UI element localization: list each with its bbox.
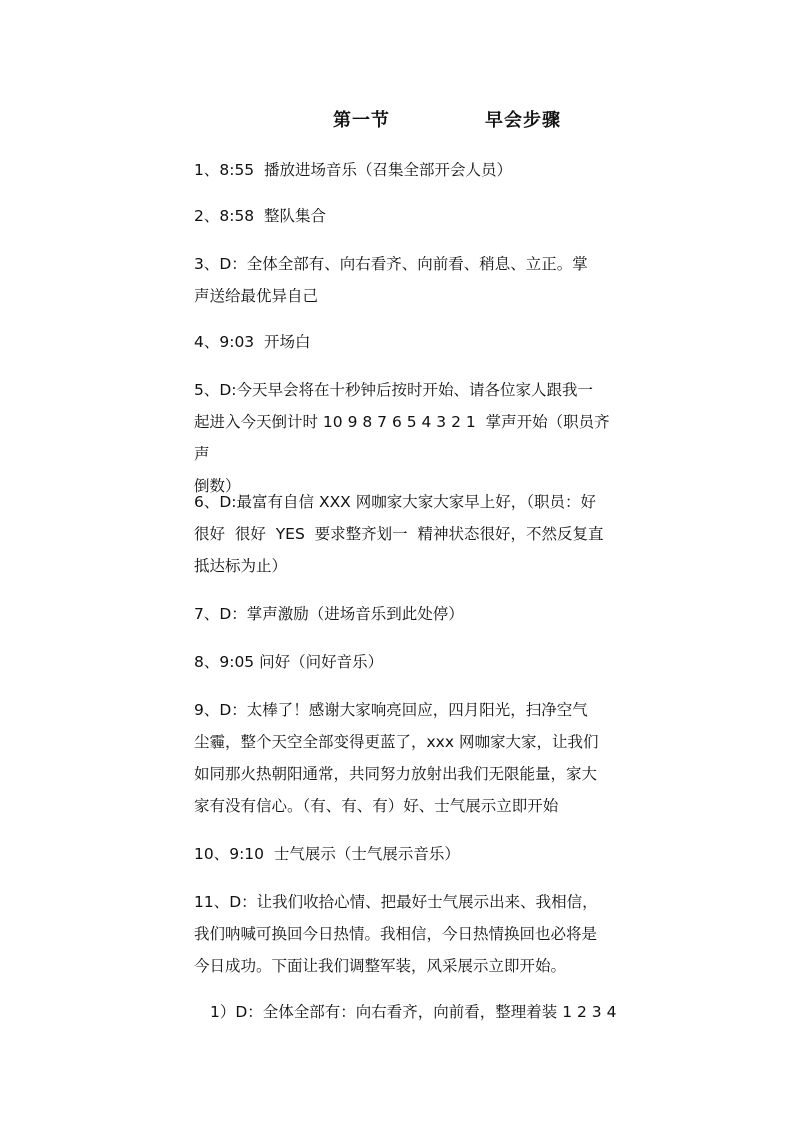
step-4: 4、9:03 开场白	[194, 333, 311, 351]
page-title	[0, 106, 800, 132]
step-3: 3、D：全体全部有、向右看齐、向前看、稍息、立正。掌 声送给最优异自己	[194, 255, 588, 305]
step-6: 6、D:最富有自信 XXX 网咖家大家大家早上好，（职员：好 很好 很好 YES 要求整齐划一 精神状态很好，不然反复直 抵达标为止）	[194, 493, 604, 575]
section-number: 第一节	[333, 110, 390, 131]
step-8: 8、9:05 问好（问好音乐）	[194, 653, 384, 671]
step-2: 2、8:58 整队集合	[194, 207, 327, 225]
sub-step-1: 1）D：全体全部有：向右看齐，向前看，整理着装 1 2 3 4	[210, 1003, 617, 1021]
step-11: 11、D：让我们收拾心情、把最好士气展示出来、我相信， 我们呐喊可换回今日热情。我相信，今日热情换回也必将是 今日成功。下面让我们调整军装，风采展示立即开始。	[194, 893, 598, 975]
step-9: 9、D：太棒了！感谢大家响亮回应，四月阳光，扫净空气 尘霾，整个天空全部变得更蓝了，xxx 网咖家大家，让我们 如同那火热朝阳通常，共同努力放射出我们无限能量，家大 家有没有信心。（有、有、有）好、士气展示立即开始	[194, 701, 599, 815]
step-1: 1、8:55 播放进场音乐（召集全部开会人员）	[194, 161, 513, 179]
step-5: 5、D:今天早会将在十秒钟后按时开始、请各位家人跟我一 起进入今天倒计时 10 9 8 7 6 5 4 3 2 1 掌声开始（职员齐声 倒数）	[194, 381, 610, 495]
step-7: 7、D：掌声激励（进场音乐到此处停）	[194, 605, 464, 623]
step-10: 10、9:10 士气展示（士气展示音乐）	[194, 845, 460, 863]
section-name: 早会步骤	[485, 110, 561, 131]
